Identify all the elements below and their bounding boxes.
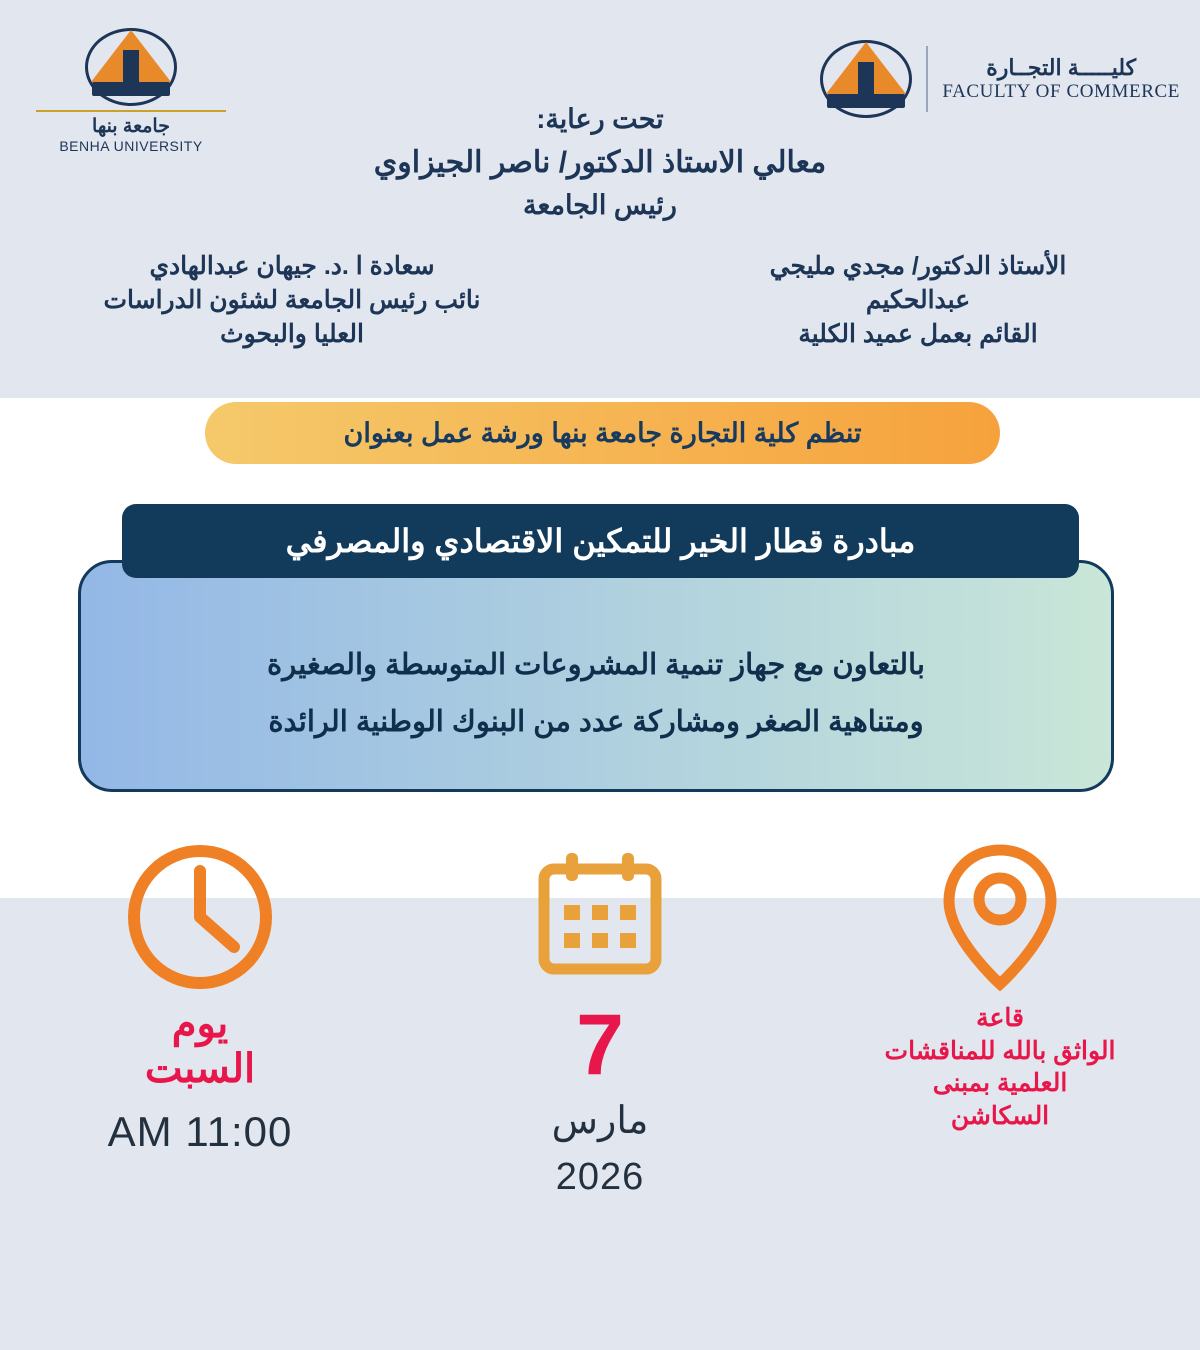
official-vice-president <box>72 250 512 351</box>
date-year: 2026 <box>555 1156 645 1199</box>
officials-block <box>0 250 1200 351</box>
university-name-en: BENHA UNIVERSITY <box>59 138 203 154</box>
faculty-name-block <box>942 55 1180 103</box>
official-dean <box>708 250 1128 351</box>
logo-divider <box>926 46 928 112</box>
subtitle-line-1: بالتعاون مع جهاز تنمية المشروعات المتوسطة والصغيرة <box>267 649 925 681</box>
vice-president-title-line-2: العليا والبحوث <box>220 319 364 348</box>
info-date <box>400 832 800 1201</box>
time-day-label: يوم <box>171 1002 229 1046</box>
location-line-4: السكاشن <box>950 1101 1050 1130</box>
vice-president-title-line-1: نائب رئيس الجامعة لشئون الدراسات <box>103 285 481 314</box>
subtitle-line-2: ومتناهية الصغر ومشاركة عدد من البنوك الوطنية الرائدة <box>268 706 924 738</box>
patronage-line-2: معالي الاستاذ الدكتور/ ناصر الجيزاوي <box>373 146 827 179</box>
time-day-name: السبت <box>144 1046 256 1091</box>
date-month: مارس <box>551 1100 649 1142</box>
time-clock: 11:00 AM <box>107 1107 293 1155</box>
workshop-title: مبادرة قطار الخير للتمكين الاقتصادي والمصرفي <box>122 504 1079 578</box>
dean-name-line-2: عبدالحكيم <box>865 285 971 314</box>
faculty-name-ar: كليـــــة التجــارة <box>986 55 1137 80</box>
info-columns <box>0 832 1200 1201</box>
calendar-icon <box>530 847 670 987</box>
organiser-banner: تنظم كلية التجارة جامعة بنها ورشة عمل بعنوان <box>205 402 1000 464</box>
dean-name-line-1: الأستاذ الدكتور/ مجدي مليجي <box>769 252 1067 280</box>
map-pin-icon <box>935 842 1065 992</box>
university-name-ar: جامعة بنها <box>36 110 226 138</box>
location-line-3: العلمية بمبنى <box>932 1069 1068 1097</box>
patronage-line-1: تحت رعاية: <box>536 104 664 134</box>
date-day-number: 7 <box>576 997 624 1093</box>
clock-icon <box>120 837 280 997</box>
patronage-line-3: رئيس الجامعة <box>523 190 677 220</box>
university-emblem-icon <box>85 28 177 106</box>
vice-president-name: سعادة ا .د. جيهان عبدالهادي <box>149 252 435 280</box>
location-icon-wrap <box>935 832 1065 1002</box>
calendar-icon-wrap <box>530 832 670 1002</box>
clock-icon-wrap <box>120 832 280 1002</box>
patronage-block <box>0 104 1200 221</box>
info-time <box>0 832 400 1201</box>
location-line-1: قاعة <box>976 1004 1024 1032</box>
subtitle-panel <box>78 560 1114 792</box>
info-location <box>800 832 1200 1201</box>
faculty-name-en: FACULTY OF COMMERCE <box>942 81 1180 102</box>
dean-title: القائم بعمل عميد الكلية <box>798 319 1038 348</box>
location-line-2: الواثق بالله للمناقشات <box>884 1036 1116 1065</box>
